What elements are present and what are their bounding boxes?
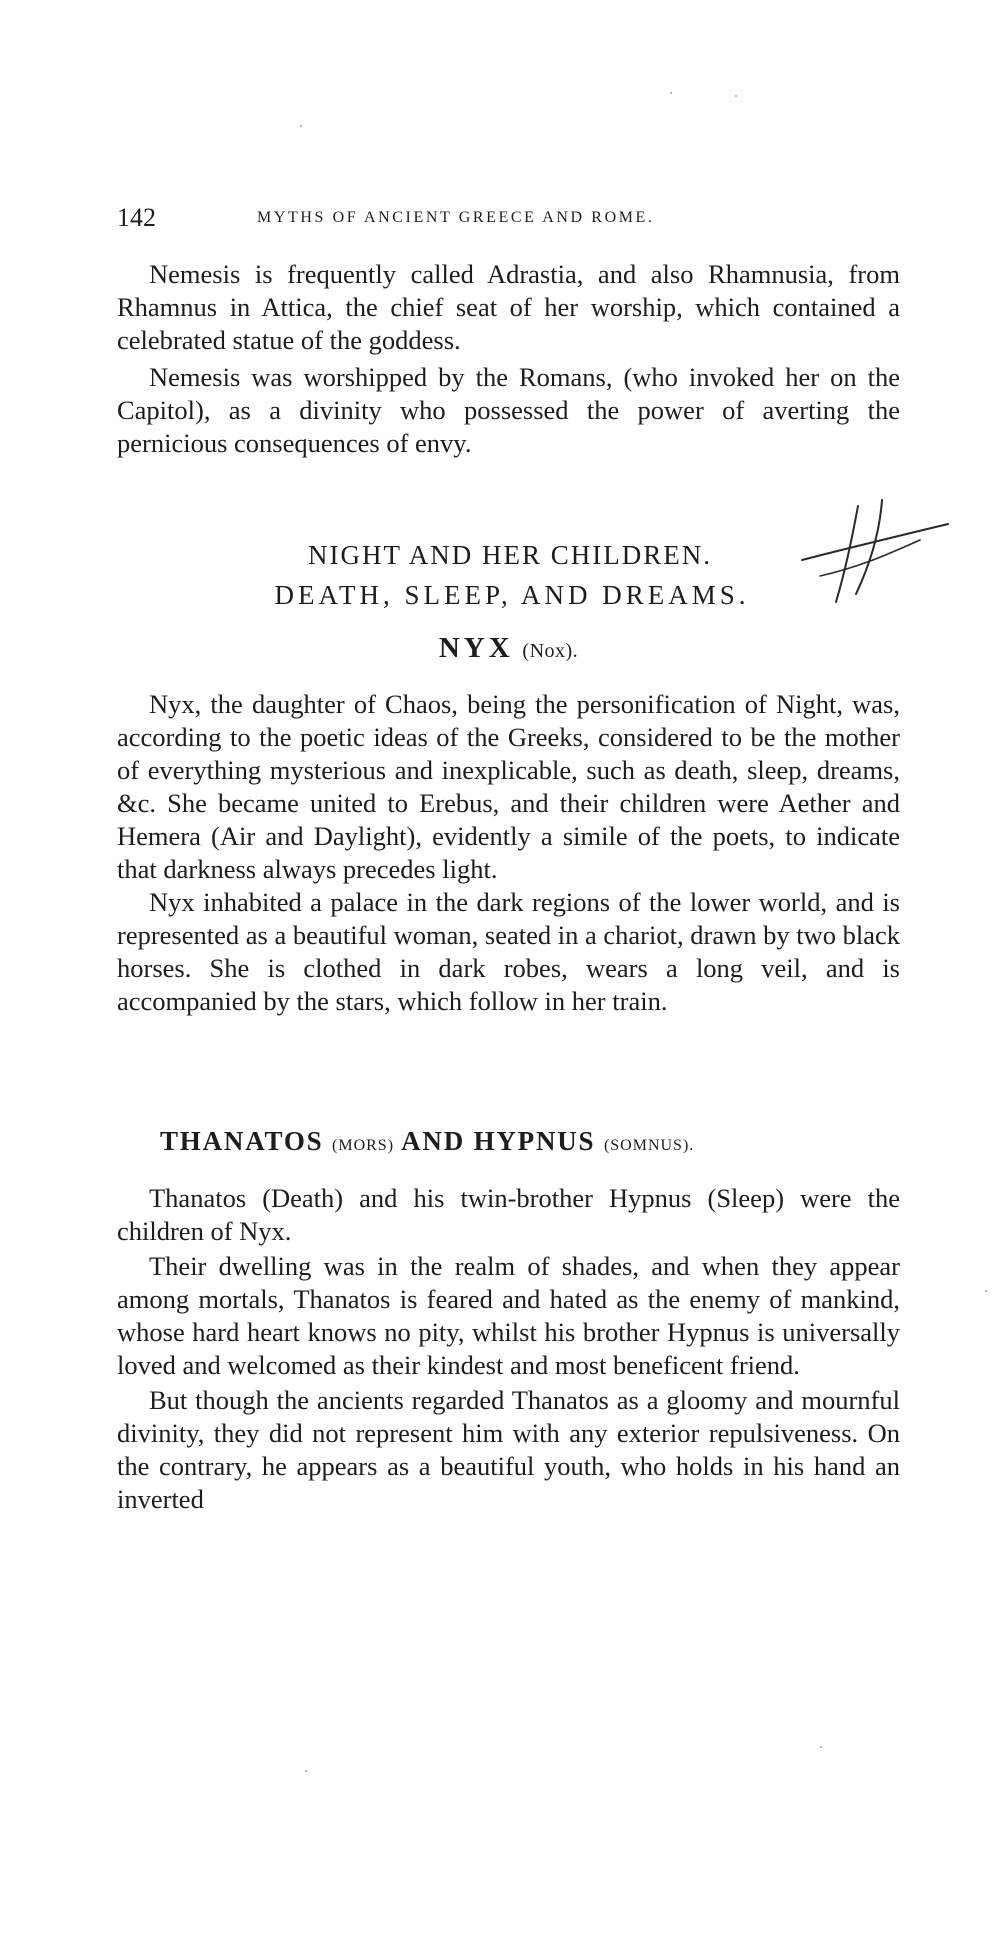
section-heading-death-sleep-dreams: DEATH, SLEEP, AND DREAMS.: [274, 580, 750, 610]
page-number: 142: [117, 203, 156, 232]
running-head: [117, 203, 907, 237]
paper-speck: [305, 1770, 307, 1772]
paper-speck: [735, 95, 737, 97]
running-title: MYTHS OF ANCIENT GREECE AND ROME.: [257, 209, 655, 226]
paragraph: Thanatos (Death) and his twin-brother Hypnus (Sleep) were the children of Nyx.: [117, 1183, 900, 1246]
paper-speck: [820, 1746, 822, 1748]
paper-speck: [670, 92, 672, 94]
nemesis-text: [117, 258, 900, 460]
paragraph: Nemesis was worshipped by the Romans, (who invoked her on the Capitol), as a divinity who possessed the power of averting the pernicious consequences of envy.: [117, 362, 900, 458]
heading-connector: AND: [401, 1126, 465, 1156]
thanatos-text: [117, 1182, 900, 1516]
hypnus-title: HYPNUS: [473, 1126, 596, 1156]
paragraph: But though the ancients regarded Thanatos as a gloomy and mournful divinity, they did not represent him with any exterior repulsiveness. On the contrary, he appears as a beautiful youth, who holds in his hand an inverted: [117, 1385, 900, 1514]
nyx-text: [117, 688, 900, 1018]
paragraph: Their dwelling was in the realm of shades, and when they appear among mortals, Thanatos is feared and hated as the enemy of mankind, whose hard heart knows no pity, whilst his brother Hypnus is universally loved and welcomed as their kindest and most beneficent friend.: [117, 1251, 900, 1380]
paper-speck: [300, 125, 302, 127]
paper-speck: [985, 1290, 987, 1292]
paragraph: Nyx inhabited a palace in the dark regions of the lower world, and is represented as a beautiful woman, seated in a chariot, drawn by two black horses. She is clothed in dark robes, wears a long veil, and is accompanied by the stars, which follow in her train.: [117, 887, 900, 1016]
hypnus-latin-name: (SOMNUS).: [603, 1137, 695, 1154]
paragraph: Nyx, the daughter of Chaos, being the personification of Night, was, according to the poetic ideas of the Greeks, considered to be the mother of everything mysterious and inexplicable, such as death, sleep, dreams, &c. She became united to Erebus, and their children were Aether and Hemera (Air and Daylight), evidently a simile of the poets, to indicate that darkness always precedes light.: [117, 689, 900, 884]
thanatos-hypnus-heading: [160, 1126, 900, 1157]
nyx-title: NYX: [438, 632, 514, 664]
section-heading-night: NIGHT AND HER CHILDREN.: [308, 540, 712, 570]
thanatos-latin-name: (MORS): [332, 1137, 395, 1154]
handwritten-mark-icon: [800, 498, 950, 616]
paragraph: Nemesis is frequently called Adrastia, and also Rhamnusia, from Rhamnus in Attica, the chief seat of her worship, which contained a celebrated statue of the goddess.: [117, 259, 900, 355]
thanatos-title: THANATOS: [160, 1126, 324, 1156]
nyx-heading: [117, 632, 900, 665]
nyx-latin-name: (Nox).: [522, 640, 579, 662]
